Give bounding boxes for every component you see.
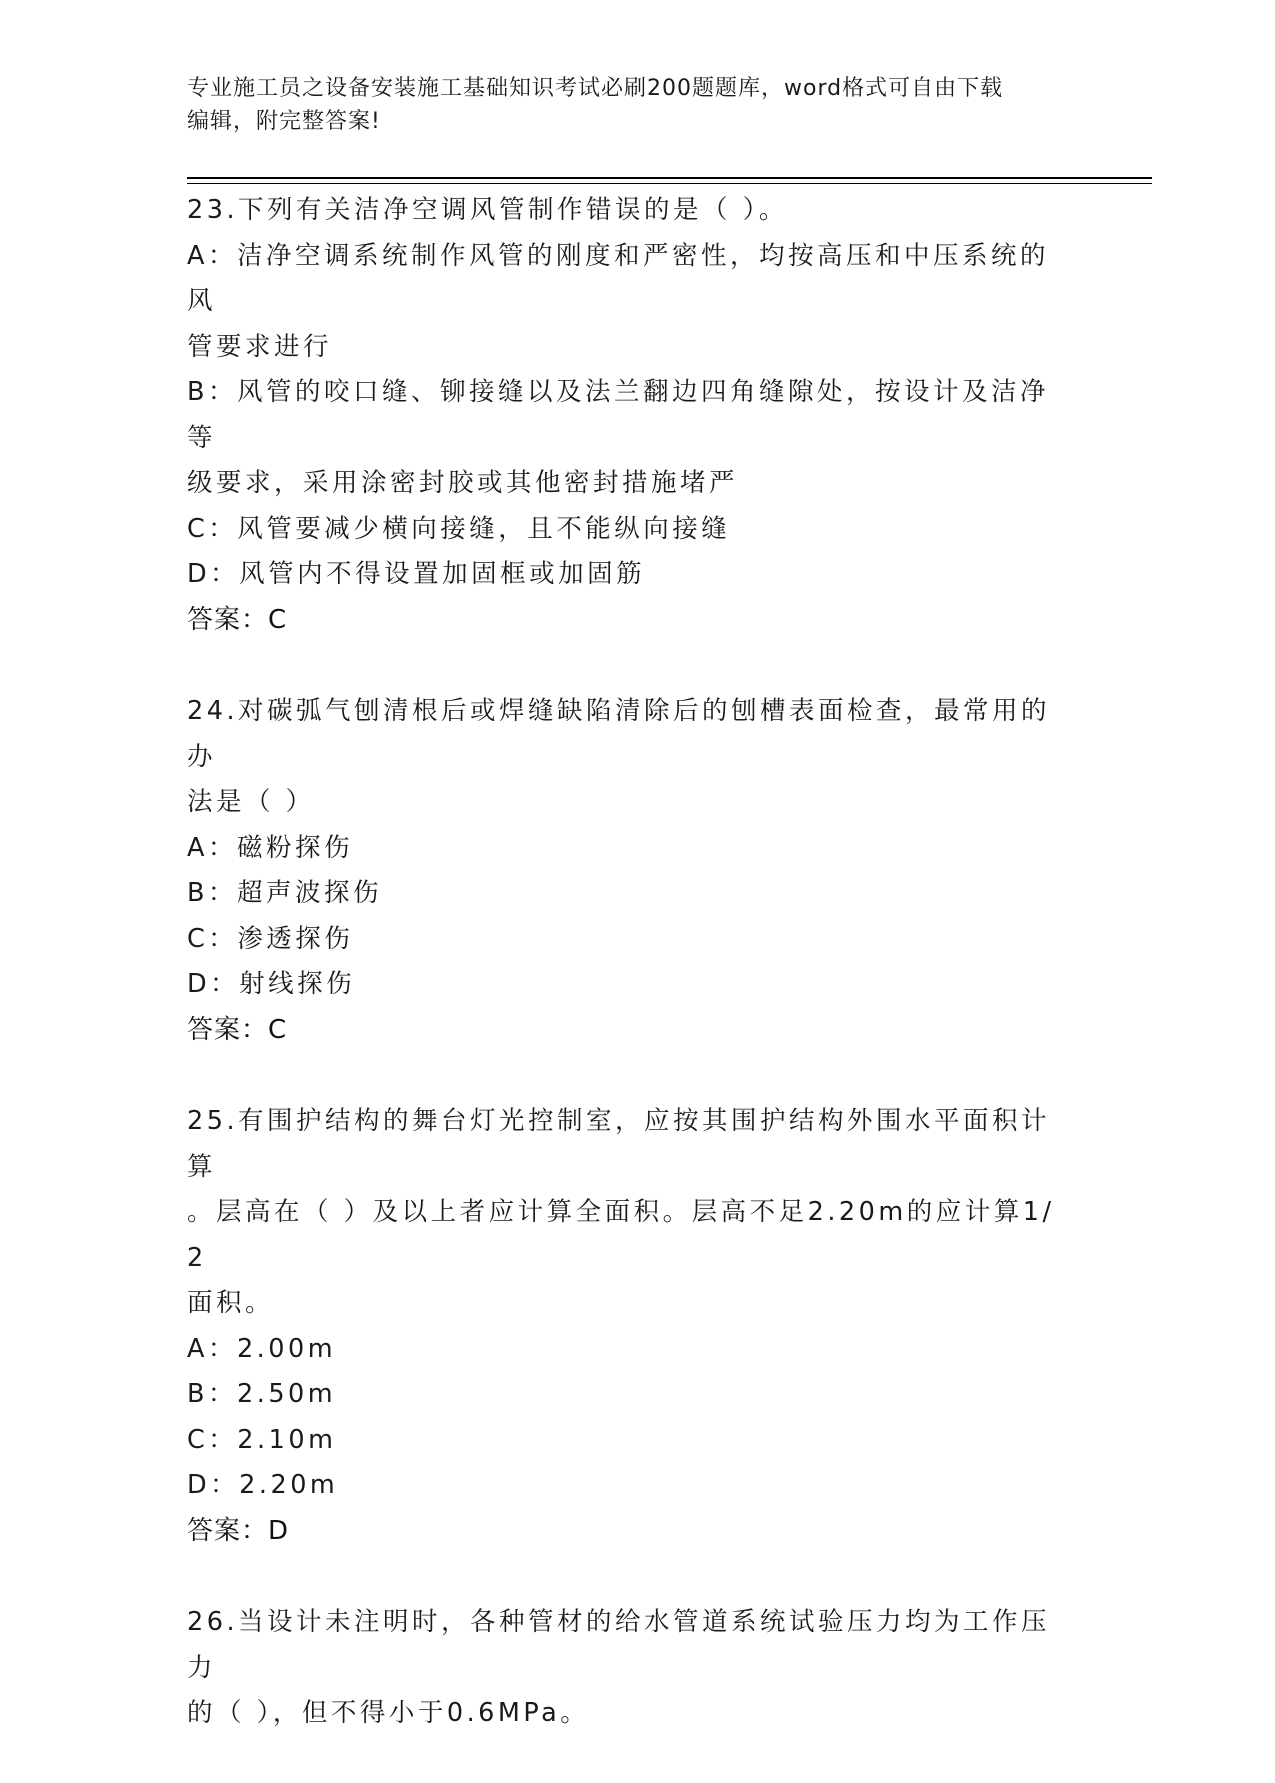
- option-c: C：风管要减少横向接缝，且不能纵向接缝: [187, 513, 731, 544]
- header-line-1: 专业施工员之设备安装施工基础知识考试必刷200题题库，word格式可自由下载: [187, 76, 1004, 101]
- question-26: [187, 1600, 1067, 1737]
- option-a-line-1: A：洁净空调系统制作风管的刚度和严密性，均按高压和中压系统的风: [187, 240, 1049, 316]
- question-stem: 23.下列有关洁净空调风管制作错误的是（ ）。: [187, 195, 788, 225]
- option-a-line-2: 管要求进行: [187, 331, 333, 362]
- option-a: [187, 234, 1067, 371]
- answer-text: 答案：D: [187, 1515, 290, 1546]
- option-c: C：2.10m: [187, 1424, 337, 1455]
- question-25: [187, 1099, 1067, 1554]
- answer-text: 答案：C: [187, 1014, 288, 1045]
- question-stem-line-2: 的（ ），但不得小于0.6MPa。: [187, 1698, 590, 1728]
- question-list: [187, 188, 1067, 1783]
- option-d: D：射线探伤: [187, 969, 356, 999]
- header-divider-thick: [187, 177, 1152, 179]
- question-stem-line-3: 面积。: [187, 1288, 275, 1318]
- option-b-line-1: B：风管的咬口缝、铆接缝以及法兰翻边四角缝隙处，按设计及洁净等: [187, 377, 1049, 453]
- question-23: [187, 188, 1067, 643]
- option-a: A：2.00m: [187, 1333, 337, 1364]
- question-stem-line-1: 26.当设计未注明时，各种管材的给水管道系统试验压力均为工作压力: [187, 1607, 1051, 1683]
- question-stem-line-1: 24.对碳弧气刨清根后或焊缝缺陷清除后的刨槽表面检查，最常用的办: [187, 696, 1051, 772]
- option-c: C：渗透探伤: [187, 923, 354, 954]
- option-d: D：风管内不得设置加固框或加固筋: [187, 559, 646, 589]
- option-b-line-2: 级要求，采用涂密封胶或其他密封措施堵严: [187, 468, 739, 498]
- option-b: B：2.50m: [187, 1379, 337, 1409]
- question-24: [187, 689, 1067, 1053]
- header-line-2: 编辑，附完整答案!: [187, 109, 381, 134]
- option-d: D：2.20m: [187, 1470, 339, 1500]
- option-b: B：超声波探伤: [187, 878, 382, 908]
- option-b: [187, 370, 1067, 507]
- question-stem-line-2: 。层高在（ ）及以上者应计算全面积。层高不足2.20m的应计算1/2: [187, 1197, 1055, 1273]
- header-divider-thin: [187, 183, 1152, 184]
- answer-text: 答案：C: [187, 604, 288, 635]
- question-stem-line-1: 25.有围护结构的舞台灯光控制室，应按其围护结构外围水平面积计算: [187, 1106, 1051, 1182]
- document-header: [187, 72, 1077, 138]
- question-stem-line-2: 法是（ ）: [187, 787, 315, 817]
- option-a: A：磁粉探伤: [187, 832, 353, 863]
